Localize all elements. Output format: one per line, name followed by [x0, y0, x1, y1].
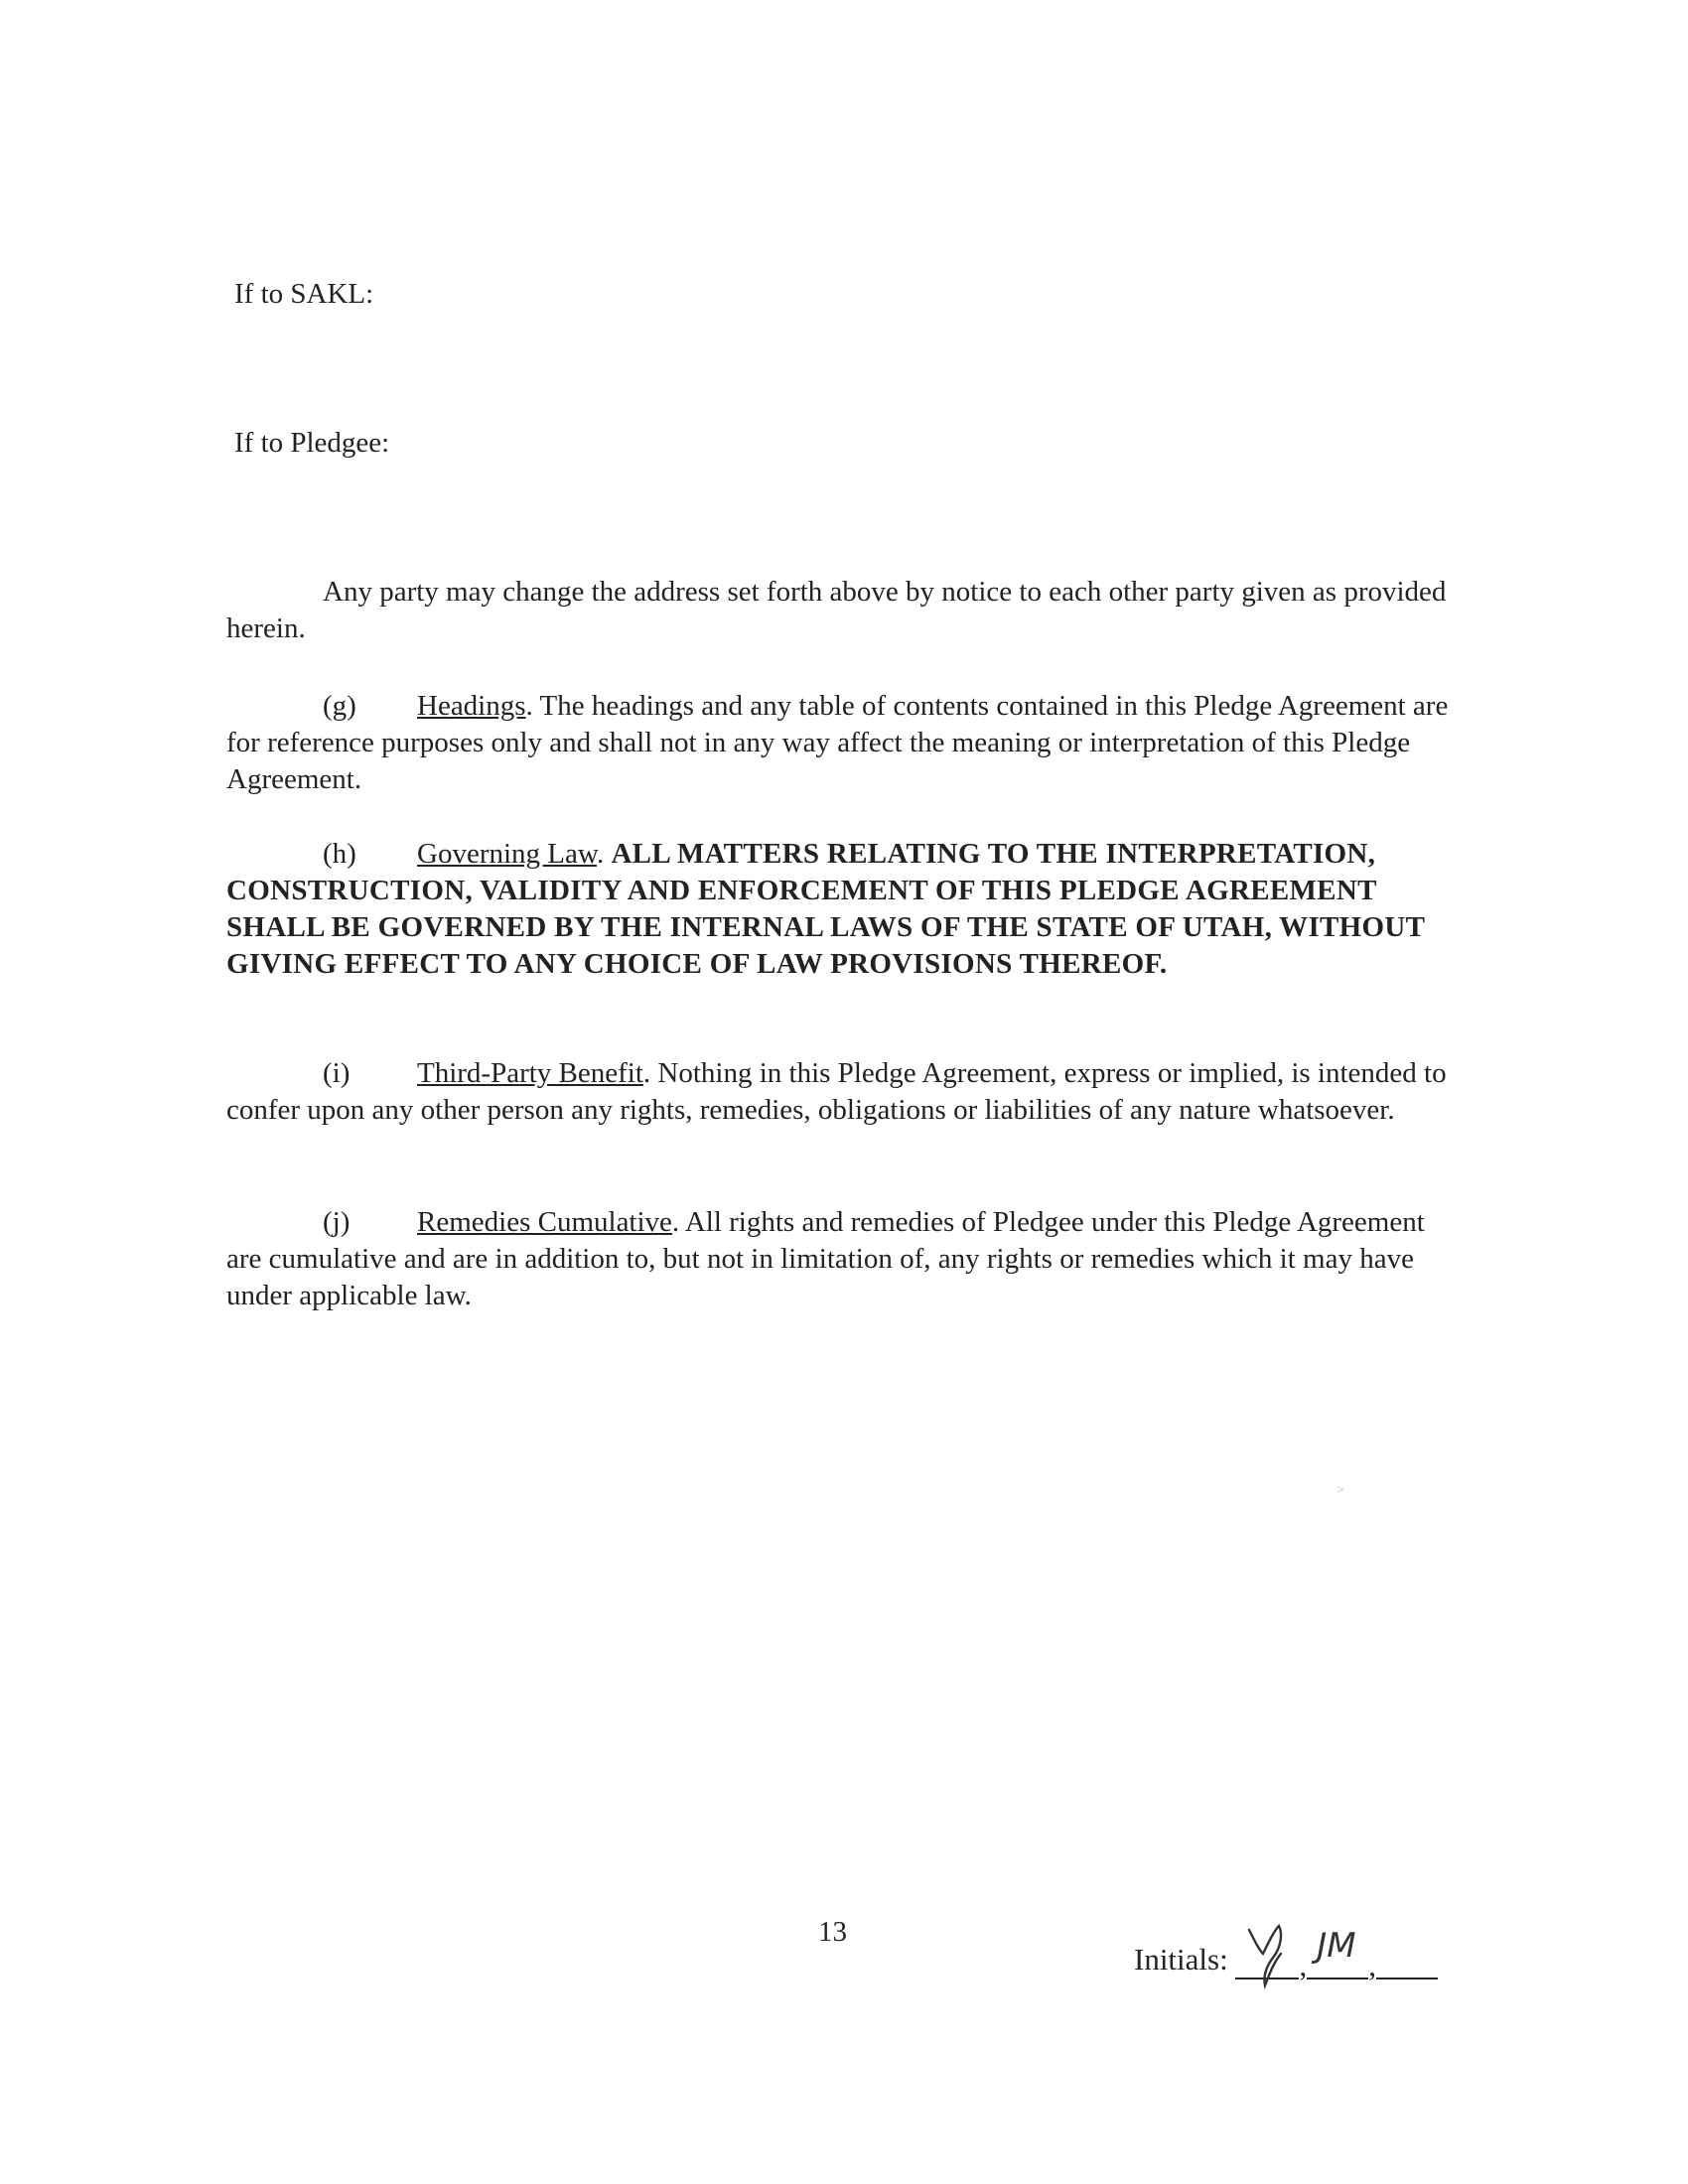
initials-slot-2 [1307, 1926, 1368, 1989]
initials-slot-1 [1235, 1930, 1299, 1989]
initials-block [1134, 1926, 1438, 1989]
section-headings: (g) Headings. The headings and any table of contents contained in this Pledge Agreement are for reference purposes only and shall not in any way affect the meaning or interpretation of this Pledge Agreement. [226, 690, 1449, 795]
page-number: 13 [818, 1916, 847, 1948]
section-heading: Headings [417, 690, 526, 722]
initials-slot-3 [1376, 1930, 1438, 1989]
section-label: (g) [323, 690, 356, 722]
section-text: All rights and remedies of Pledgee under this Pledge Agreement are cumulative and are in addition to, but not in limitation of, any rights or remedies which it may have under applicable law. [226, 1206, 1425, 1311]
section-label: (h) [323, 838, 356, 870]
section-heading: Third-Party Benefit [417, 1057, 643, 1089]
initials-line [1307, 1978, 1368, 1979]
section-text: Nothing in this Pledge Agreement, express or implied, is intended to confer upon any other person any rights, remedies, obligations or liabilities of any nature whatsoever. [226, 1057, 1447, 1126]
initials-separator: , [1299, 1948, 1308, 1982]
section-third-party-benefit: (i) Third-Party Benefit. Nothing in this Pledge Agreement, express or implied, is intended to confer upon any other person any rights, remedies, obligations or liabilities of any nature whatsoever. [226, 1057, 1447, 1126]
section-label: (j) [323, 1206, 351, 1238]
section-text: ALL MATTERS RELATING TO THE INTERPRETATION, CONSTRUCTION, VALIDITY AND ENFORCEMENT OF THIS PLEDGE AGREEMENT SHALL BE GOVERNED BY THE INTERNAL LAWS OF THE STATE OF UTAH, WITHOUT GIVING EFFECT TO ANY CHOICE OF LAW PROVISIONS THEREOF. [226, 838, 1425, 980]
address-change-paragraph [226, 574, 1463, 647]
initials-text: JM [1317, 1926, 1356, 1966]
section-heading: Remedies Cumulative [417, 1206, 672, 1238]
scan-artifact-mark: > [1336, 1483, 1344, 1498]
initials-label: Initials: [1134, 1942, 1228, 1977]
section-remedies-cumulative: (j) Remedies Cumulative. All rights and remedies of Pledgee under this Pledge Agreement are cumulative and are in addition to, but not in limitation of, any rights or remedies which it may have under applicable law. [226, 1206, 1425, 1311]
initials-line [1376, 1978, 1438, 1979]
handwritten-initials-signature [1243, 1920, 1295, 1989]
section-heading: Governing Law [417, 838, 597, 870]
address-change-text: Any party may change the address set forth above by notice to each other party given as provided herein. [226, 576, 1447, 644]
initials-separator: , [1368, 1948, 1376, 1982]
section-governing-law: (h) Governing Law. ALL MATTERS RELATING TO THE INTERPRETATION, CONSTRUCTION, VALIDITY AND ENFORCEMENT OF THIS PLEDGE AGREEMENT SHALL BE GOVERNED BY THE INTERNAL LAWS OF THE STATE OF UTAH, WITHOUT GIVING EFFECT TO ANY CHOICE OF LAW PROVISIONS THEREOF. [226, 838, 1425, 980]
notice-pledgee-label: If to Pledgee: [234, 427, 390, 459]
section-text: The headings and any table of contents contained in this Pledge Agreement are for reference purposes only and shall not in any way affect the meaning or interpretation of this Pledge Agreement. [226, 690, 1449, 795]
notice-sakl-label: If to SAKL: [234, 278, 374, 310]
section-label: (i) [323, 1057, 351, 1089]
